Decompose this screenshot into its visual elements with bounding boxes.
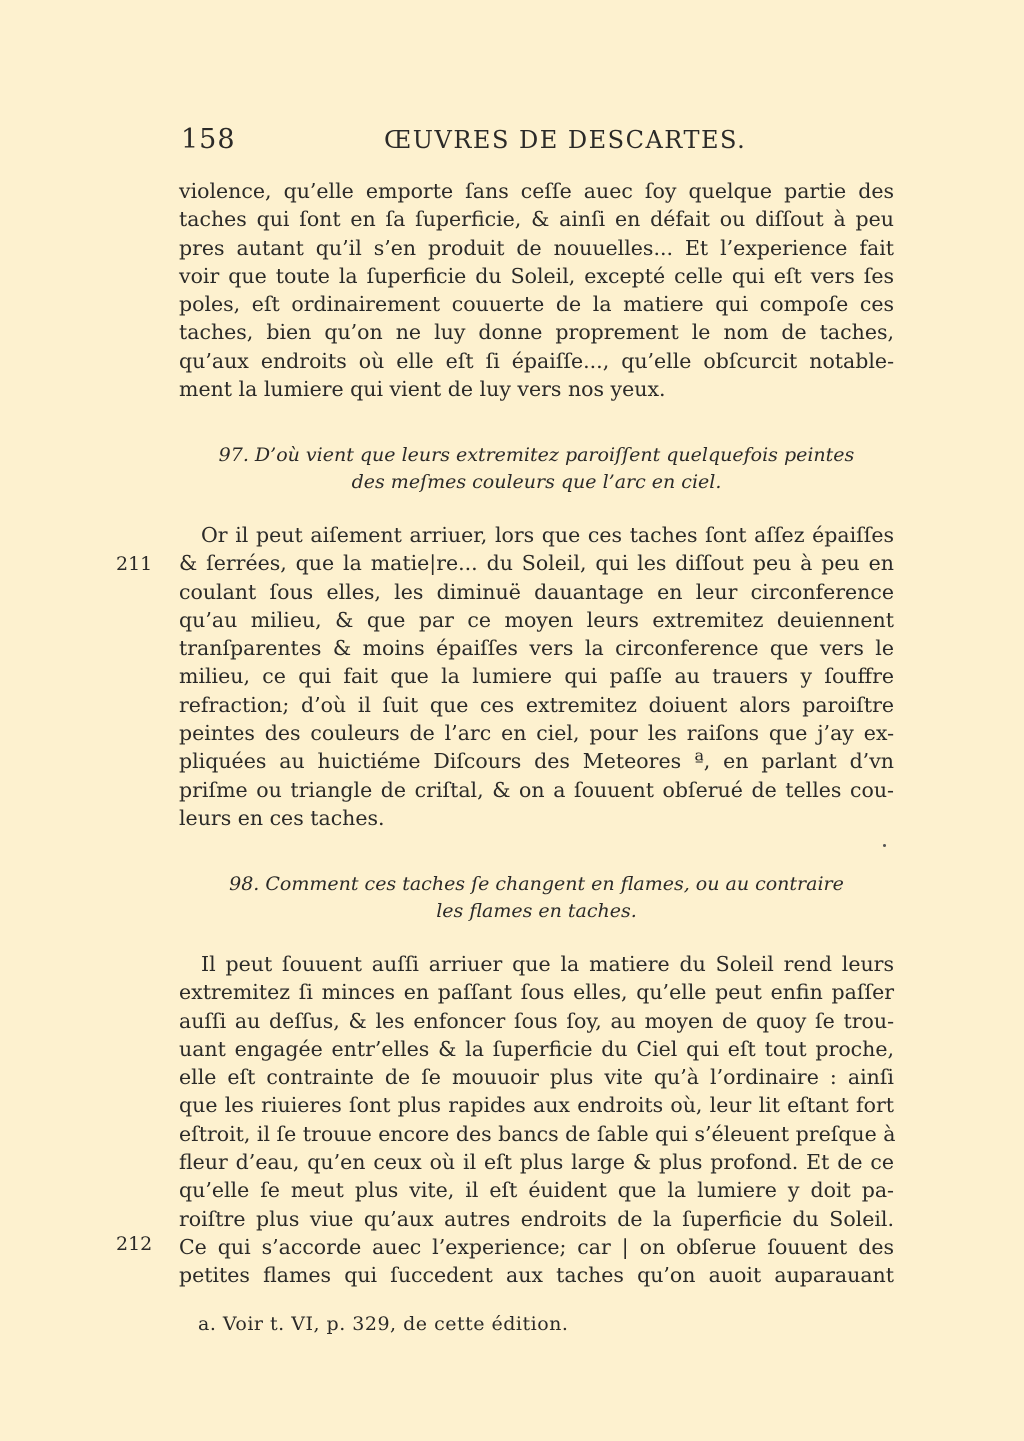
- margin-page-number: 212: [116, 1233, 153, 1255]
- text-line: taches qui ſont en ſa ſuperficie, & ainſi en défait ou diſſout à peu: [179, 207, 894, 232]
- section-heading-97: [179, 442, 894, 495]
- text-line: petites flames qui ſuccedent aux taches qu’on auoit auparauant: [179, 1263, 894, 1288]
- margin-page-number: 211: [116, 553, 153, 575]
- text-line: Or il peut aiſement arriuer, lors que ces taches ſont aſſez épaiſſes: [201, 523, 894, 547]
- heading-line: 97. D’où vient que leurs extremitez paroiſſent quelquefois peintes: [218, 444, 855, 466]
- text-line: qu’elle ſe meut plus vite, il eſt éuident que la lumiere y doit pa-: [179, 1178, 894, 1203]
- paragraph-1: [179, 177, 894, 403]
- heading-line: 98. Comment ces taches ſe changent en flames, ou au contraire: [229, 873, 844, 895]
- text-line: milieu, ce qui fait que la lumiere qui paſſe au trauers y ſouffre: [179, 664, 894, 689]
- text-line: eſtroit, il ſe trouue encore des bancs de ſable qui s’éleuent preſque à: [179, 1121, 896, 1146]
- footnote: a. Voir t. VI, p. 329, de cette édition.: [198, 1313, 569, 1335]
- text-line: que les riuieres ſont plus rapides aux endroits où, leur lit eſtant fort: [179, 1093, 894, 1118]
- text-line: tranſparentes & moins épaiſſes vers la circonference que vers le: [179, 636, 894, 661]
- text-line: uant engagée entr’elles & la ſuperficie du Ciel qui eſt tout proche,: [179, 1036, 894, 1061]
- heading-line: les flames en taches.: [436, 899, 637, 922]
- running-title: ŒUVRES DE DESCARTES.: [384, 126, 747, 154]
- text-line: poles, eſt ordinairement couuerte de la matiere qui compoſe ces: [179, 292, 894, 317]
- text-line: refraction; d’où il ſuit que ces extremitez doiuent alors paroiſtre: [179, 692, 894, 717]
- text-line: & ſerrées, que la matie|re... du Soleil, qui les diſſout peu à peu en: [179, 551, 894, 576]
- text-line: voir que toute la ſuperficie du Soleil, excepté celle qui eſt vers ſes: [179, 263, 894, 288]
- page-header: [181, 124, 894, 164]
- text-line: leurs en ces taches.: [179, 805, 385, 830]
- text-line: extremitez ſi minces en paſſant ſous elles, qu’elle peut enfin paſſer: [179, 980, 894, 1005]
- text-line: auſſi au deſſus, & les enfoncer ſous ſoy, au moyen de quoy ſe trou-: [179, 1008, 894, 1033]
- text-line: Il peut ſouuent auſſi arriuer que la matiere du Soleil rend leurs: [201, 952, 894, 976]
- text-line: peintes des couleurs de l’arc en ciel, pour les raiſons que j’ay ex-: [179, 721, 894, 746]
- text-line: qu’aux endroits où elle eſt ſi épaiſſe..., qu’elle obſcurcit notable-: [179, 348, 894, 373]
- text-line: coulant ſous elles, les diminuë dauantage en leur circonference: [179, 579, 894, 604]
- page-number: 158: [181, 124, 236, 155]
- paragraph-2: [179, 521, 894, 832]
- text-line: priſme ou triangle de criſtal, & on a ſouuent obſerué de telles cou-: [179, 777, 894, 802]
- text-line: roiſtre plus viue qu’aux autres endroits de la ſuperficie du Soleil.: [179, 1206, 894, 1231]
- text-line: pres autant qu’il s’en produit de nouuelles... Et l’experience fait: [179, 235, 894, 260]
- text-line: ment la lumiere qui vient de luy vers nos yeux.: [179, 377, 666, 402]
- heading-line: des meſmes couleurs que l’arc en ciel.: [351, 470, 722, 493]
- text-line: elle eſt contrainte de ſe mouuoir plus vite qu’à l’ordinaire : ainſi: [179, 1065, 894, 1090]
- section-heading-98: [179, 871, 894, 924]
- paragraph-3: [179, 950, 894, 1290]
- stray-mark: [883, 844, 886, 847]
- text-line: qu’au milieu, & que par ce moyen leurs extremitez deuiennent: [179, 607, 894, 632]
- text-line: pliquées au huictiéme Diſcours des Meteores ª, en parlant d’vn: [179, 749, 894, 774]
- text-line: fleur d’eau, qu’en ceux où il eſt plus large & plus profond. Et de ce: [179, 1150, 894, 1175]
- text-line: taches, bien qu’on ne luy donne proprement le nom de taches,: [179, 320, 894, 345]
- text-line: violence, qu’elle emporte ſans ceſſe auec ſoy quelque partie des: [179, 179, 894, 203]
- text-line: Ce qui s’accorde auec l’experience; car | on obſerue ſouuent des: [179, 1234, 894, 1259]
